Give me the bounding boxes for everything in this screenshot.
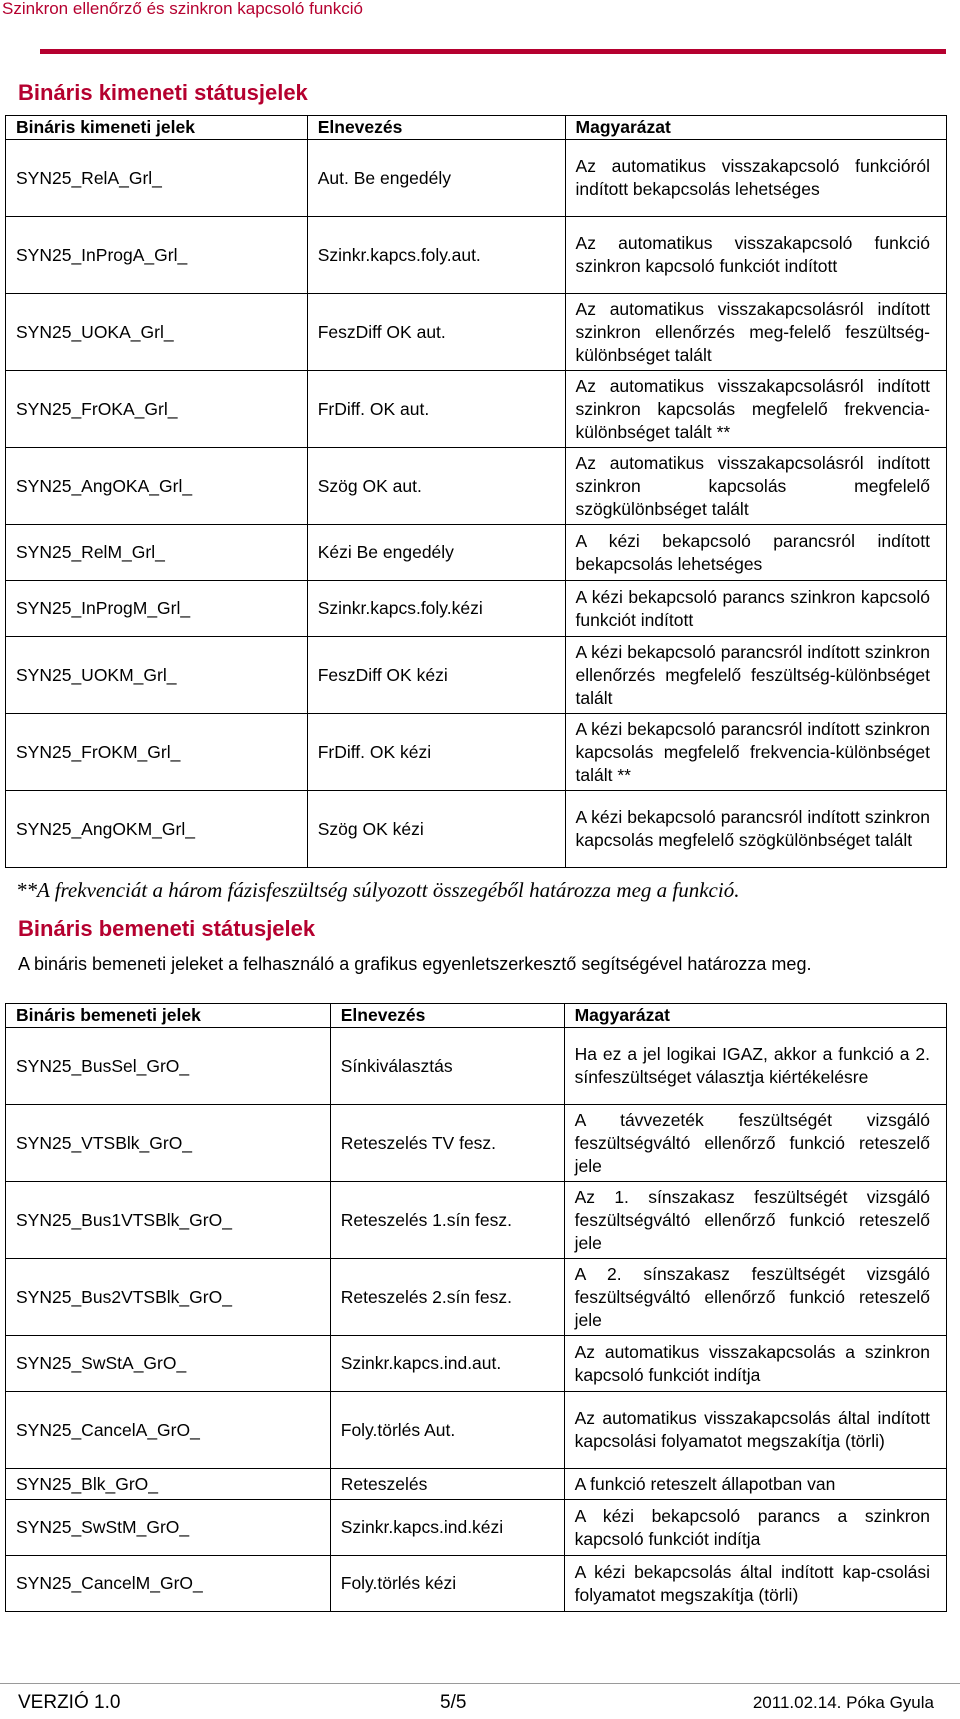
explanation-cell: A kézi bekapcsoló parancsról indított szinkron ellenőrzés megfelelő feszültség-különbséget talált	[565, 637, 946, 714]
name-cell: Aut. Be engedély	[307, 140, 565, 217]
inputs-header-explanation: Magyarázat	[564, 1004, 946, 1028]
footer-rule	[0, 1683, 960, 1684]
explanation-cell: A kézi bekapcsoló parancs szinkron kapcsoló funkciót indított	[565, 581, 946, 637]
explanation-cell: A funkció reteszelt állapotban van	[564, 1469, 946, 1500]
header-rule	[40, 49, 946, 54]
signal-cell: SYN25_BusSel_GrO_	[6, 1028, 331, 1105]
name-cell: Szög OK aut.	[307, 448, 565, 525]
inputs-header-row	[6, 1004, 947, 1028]
table-row	[6, 581, 947, 637]
name-cell: Szög OK kézi	[307, 791, 565, 868]
signal-cell: SYN25_FrOKM_Grl_	[6, 714, 308, 791]
signal-cell: SYN25_CancelA_GrO_	[6, 1392, 331, 1469]
footer-page-number: 5/5	[440, 1692, 467, 1713]
name-cell: Sínkiválasztás	[330, 1028, 564, 1105]
name-cell: Reteszelés TV fesz.	[330, 1105, 564, 1182]
outputs-table	[5, 115, 947, 868]
table-row	[6, 1105, 947, 1182]
name-cell: Reteszelés 1.sín fesz.	[330, 1182, 564, 1259]
explanation-cell: Az 1. sínszakasz feszültségét vizsgáló feszültségváltó ellenőrző funkció reteszelő jele	[564, 1182, 946, 1259]
name-cell: FeszDiff OK aut.	[307, 294, 565, 371]
explanation-cell: A kézi bekapcsoló parancsról indított szinkron kapcsolás megfelelő szögkülönbséget talált	[565, 791, 946, 868]
table-row	[6, 1182, 947, 1259]
table-row	[6, 1336, 947, 1392]
table-row	[6, 525, 947, 581]
signal-cell: SYN25_InProgA_Grl_	[6, 217, 308, 294]
table-row	[6, 791, 947, 868]
inputs-table	[5, 1003, 947, 1612]
explanation-cell: Ha ez a jel logikai IGAZ, akkor a funkció a 2. sínfeszültséget választja kiértékelésre	[564, 1028, 946, 1105]
name-cell: Szinkr.kapcs.ind.kézi	[330, 1500, 564, 1556]
name-cell: FrDiff. OK aut.	[307, 371, 565, 448]
signal-cell: SYN25_RelA_Grl_	[6, 140, 308, 217]
inputs-section-title: Bináris bemeneti státusjelek	[18, 916, 316, 941]
signal-cell: SYN25_AngOKA_Grl_	[6, 448, 308, 525]
outputs-header-row	[6, 116, 947, 140]
outputs-header-name: Elnevezés	[307, 116, 565, 140]
signal-cell: SYN25_Bus2VTSBlk_GrO_	[6, 1259, 331, 1336]
signal-cell: SYN25_Blk_GrO_	[6, 1469, 331, 1500]
name-cell: Szinkr.kapcs.ind.aut.	[330, 1336, 564, 1392]
table-row	[6, 714, 947, 791]
signal-cell: SYN25_Bus1VTSBlk_GrO_	[6, 1182, 331, 1259]
inputs-intro-text: A bináris bemeneti jeleket a felhasználó a grafikus egyenletszerkesztő segítségével határozza meg.	[18, 954, 812, 974]
inputs-table-body	[6, 1028, 947, 1612]
explanation-cell: Az automatikus visszakapcsoló funkció szinkron kapcsoló funkciót indított	[565, 217, 946, 294]
outputs-header-signal: Bináris kimeneti jelek	[6, 116, 308, 140]
explanation-cell: A 2. sínszakasz feszültségét vizsgáló feszültségváltó ellenőrző funkció reteszelő jele	[564, 1259, 946, 1336]
inputs-header-name: Elnevezés	[330, 1004, 564, 1028]
frequency-footnote: **A frekvenciát a három fázisfeszültség súlyozott összegéből határozza meg a funkció.	[16, 878, 740, 902]
explanation-cell: A kézi bekapcsoló parancsról indított bekapcsolás lehetséges	[565, 525, 946, 581]
outputs-table-body	[6, 140, 947, 868]
explanation-cell: Az automatikus visszakapcsolásról indított szinkron kapcsolás megfelelő szögkülönbséget talált	[565, 448, 946, 525]
signal-cell: SYN25_SwStA_GrO_	[6, 1336, 331, 1392]
name-cell: Foly.törlés kézi	[330, 1556, 564, 1612]
signal-cell: SYN25_UOKM_Grl_	[6, 637, 308, 714]
signal-cell: SYN25_UOKA_Grl_	[6, 294, 308, 371]
name-cell: Foly.törlés Aut.	[330, 1392, 564, 1469]
signal-cell: SYN25_RelM_Grl_	[6, 525, 308, 581]
table-row	[6, 1500, 947, 1556]
footer-date-author: 2011.02.14. Póka Gyula	[752, 1693, 934, 1712]
page-header-title: Szinkron ellenőrző és szinkron kapcsoló funkció	[2, 0, 363, 18]
explanation-cell: Az automatikus visszakapcsoló funkcióról indított bekapcsolás lehetséges	[565, 140, 946, 217]
outputs-section-title: Bináris kimeneti státusjelek	[18, 80, 308, 105]
explanation-cell: Az automatikus visszakapcsolás a szinkron kapcsoló funkciót indítja	[564, 1336, 946, 1392]
table-row	[6, 1556, 947, 1612]
table-row	[6, 637, 947, 714]
explanation-cell: Az automatikus visszakapcsolás által indított kapcsolási folyamatot megszakítja (törli)	[564, 1392, 946, 1469]
explanation-cell: A távvezeték feszültségét vizsgáló feszültségváltó ellenőrző funkció reteszelő jele	[564, 1105, 946, 1182]
table-row	[6, 448, 947, 525]
table-row	[6, 140, 947, 217]
name-cell: Kézi Be engedély	[307, 525, 565, 581]
explanation-cell: Az automatikus visszakapcsolásról indított szinkron kapcsolás megfelelő frekvencia-különbséget talált **	[565, 371, 946, 448]
signal-cell: SYN25_AngOKM_Grl_	[6, 791, 308, 868]
table-row	[6, 1392, 947, 1469]
inputs-header-signal: Bináris bemeneti jelek	[6, 1004, 331, 1028]
name-cell: FeszDiff OK kézi	[307, 637, 565, 714]
table-row	[6, 1028, 947, 1105]
signal-cell: SYN25_FrOKA_Grl_	[6, 371, 308, 448]
table-row	[6, 371, 947, 448]
table-row	[6, 1469, 947, 1500]
signal-cell: SYN25_CancelM_GrO_	[6, 1556, 331, 1612]
name-cell: Szinkr.kapcs.foly.aut.	[307, 217, 565, 294]
name-cell: FrDiff. OK kézi	[307, 714, 565, 791]
explanation-cell: A kézi bekapcsoló parancs a szinkron kapcsoló funkciót indítja	[564, 1500, 946, 1556]
table-row	[6, 294, 947, 371]
explanation-cell: A kézi bekapcsoló parancsról indított szinkron kapcsolás megfelelő frekvencia-különbséget talált **	[565, 714, 946, 791]
signal-cell: SYN25_SwStM_GrO_	[6, 1500, 331, 1556]
signal-cell: SYN25_InProgM_Grl_	[6, 581, 308, 637]
table-row	[6, 1259, 947, 1336]
name-cell: Szinkr.kapcs.foly.kézi	[307, 581, 565, 637]
name-cell: Reteszelés 2.sín fesz.	[330, 1259, 564, 1336]
explanation-cell: Az automatikus visszakapcsolásról indított szinkron ellenőrzés meg-felelő feszültség-különbséget talált	[565, 294, 946, 371]
signal-cell: SYN25_VTSBlk_GrO_	[6, 1105, 331, 1182]
table-row	[6, 217, 947, 294]
footer-version: VERZIÓ 1.0	[18, 1692, 121, 1713]
name-cell: Reteszelés	[330, 1469, 564, 1500]
outputs-header-explanation: Magyarázat	[565, 116, 946, 140]
explanation-cell: A kézi bekapcsolás által indított kap-csolási folyamatot megszakítja (törli)	[564, 1556, 946, 1612]
